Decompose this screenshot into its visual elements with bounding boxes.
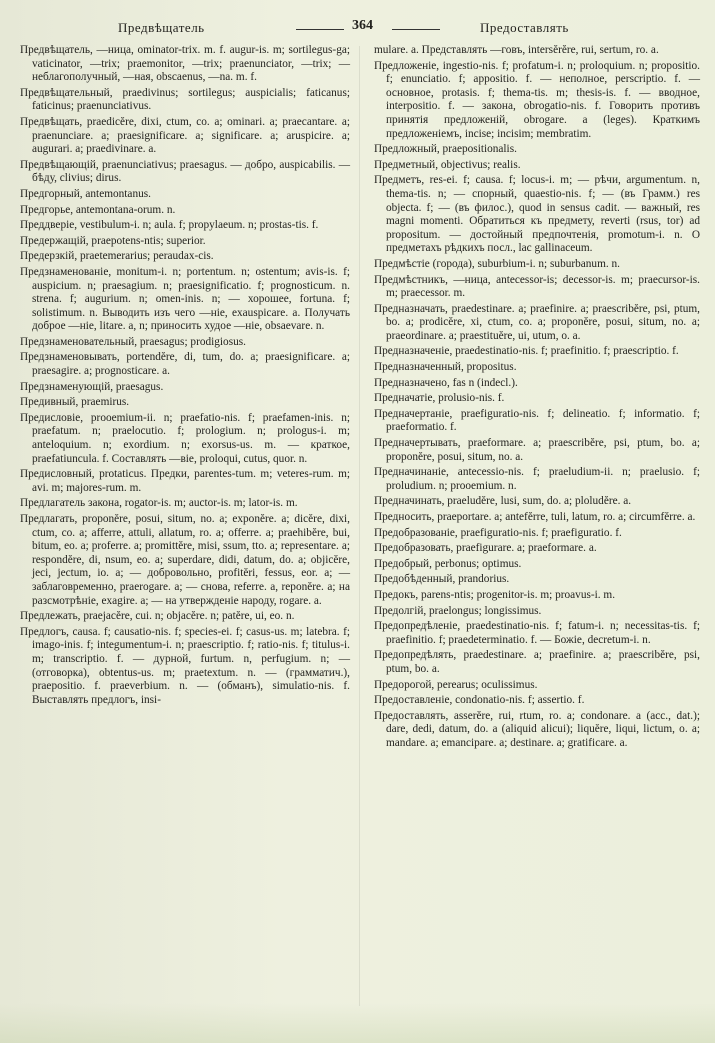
running-head-right: Предоставлять [480, 20, 569, 35]
dictionary-entry: Преддверіе, vestibulum-i. n; aula. f; propylaeum. n; prostas-tis. f. [20, 219, 319, 232]
page-number: 364 [352, 18, 373, 33]
dictionary-entry: Предокъ, parens-ntis; progenitor-is. m; proavus-i. m. [374, 588, 616, 601]
dictionary-entry: Предложный, praepositionalis. [374, 143, 517, 156]
dictionary-entry: Предобразованіе, praefiguratio-nis. f; praefiguratio. f. [374, 526, 622, 539]
dictionary-entry: Предмѣстіе (города), suburbium-i. n; suburbanum. n. [374, 257, 620, 270]
dictionary-entry: Предначертаніе, praefiguratio-nis. f; delineatio. f; informatio. f; praeformatio. f. [374, 407, 700, 434]
dictionary-entry: Предназначать, praedestinare. a; praefinire. a; praescribĕre, psi, ptum, bo. a; prodicĕre, xi, ctum, co. a; proponĕre, posui, situm, no. a; praeordinare. a; praestituĕre, ui, utum, o. a. [374, 302, 700, 342]
dictionary-entry: Предначинаніе, antecessio-nis. f; praeludium-ii. n; praelusio. f; proludium. n; prooemium. n. [374, 466, 700, 492]
dictionary-entry: Предолгій, praelongus; longissimus. [374, 604, 542, 617]
dictionary-entry: Предисловный, protaticus. Предки, parentes-tum. m; veteres-rum. m; avi. m; majores-rum. m. [20, 468, 350, 494]
dictionary-entry: Предлогъ, causa. f; causatio-nis. f; species-ei. f; casus-us. m; latebra. f; imago-inis. f; integumentum-i. n; praescriptio. f; ratio-nis. f; titulus-i. m; transcriptio. f. — дурной, furtum. n, perfugium. n; — (отговорка), obtentus-us. m; praetextum. n. — (грамматич.), praepositio. f. praeverbium. n. — (обманъ), simulatio-nis. f. Выставлять предлогъ, insi- [20, 625, 350, 706]
dictionary-entry: Предназначеніе, praedestinatio-nis. f; praefinitio. f; praescriptio. f. [374, 345, 679, 358]
dictionary-entry: Предзнаменовывать, portendĕre, di, tum, do. a; praesignificare. a; praesagire. a; prognosticare. a. [20, 351, 350, 378]
dictionary-entry: Предзнаменованіе, monitum-i. n; portentum. n; ostentum; avis-is. f; auspicium. n; praesagium. n; praesignificatio. f; prognosticum. n. strena. f; augurium. n; omen-inis. n; — хорошее, fortuna. f; solistimum. n. Выводить изъ чего —ніе, exauspicare. a. Получать доброе —ніе, litare. a, n; приносить худое —ніе, obsaevare. n. [20, 265, 350, 333]
page-header [0, 18, 715, 42]
dictionary-entry: mulare. a. Представлять —говъ, intersĕrĕre, rui, sertum, ro. a. [374, 44, 659, 56]
dictionary-entry: Предисловіе, prooemium-ii. n; praefatio-nis. f; praefamen-inis. n; praefatum. n; praelocutio. f; prologium. n; prologus-i. m; anteloquium. n; exordium. n; exorsus-us. m. — краткое, praefatiuncula. f. Составлять —віе, proloqui, cutus, quor. n. [20, 411, 350, 465]
header-rule-right [392, 29, 440, 30]
dictionary-entry: Предназначенный, propositus. [374, 361, 517, 374]
dictionary-entry: Предзнаменовательный, praesagus; prodigiosus. [20, 335, 246, 348]
dictionary-entry: Предназначено, fas n (indecl.). [374, 376, 518, 389]
dictionary-entry: Предначертывать, praeformare. a; praescribĕre, psi, ptum, bo. a; proponĕre, posui, situm, no. a. [374, 437, 700, 463]
right-column [374, 44, 700, 753]
header-rule-left [296, 29, 344, 30]
dictionary-entry: Предвѣщатель, —ница, ominator-trix. m. f. augur-is. m; sortilegus-ga; vaticinator, —trix; praemonitor, —trix; praenunciator, —trix; — неблагополучный, —ная, obscaenus, —na. m. f. [20, 44, 350, 84]
dictionary-entry: Предобѣденный, prandorius. [374, 573, 510, 586]
dictionary-entry: Предорогой, perearus; oculissimus. [374, 678, 538, 691]
dictionary-entry: Предмѣстникъ, —ница, antecessor-is; decessor-is. m; praecursor-is. m; praecessor. m. [374, 273, 700, 300]
dictionary-entry: Предметный, objectivus; realis. [374, 158, 521, 171]
column-gutter [359, 46, 360, 1006]
dictionary-entry: Предначатіе, prolusio-nis. f. [374, 392, 505, 405]
dictionary-entry: Предлагать, proponĕre, posui, situm, no. a; exponĕre. a; dicĕre, dixi, ctum, co. a; afferre, attuli, allatum, ro. a; offerre. a; praehibĕre, bui, bitum, eo. a; proferre. a; promittĕre, misi, ssum, tto. a; representare. a; respondĕre, di, nsum, eo. a; superdare, didi, datum, do. a; objicĕre, jeci, jectum, io. a; — добровольно, profitĕri, fessus, eor. a; — заблаговременно, praerogare. a; — снова, referre. a, reponĕre. a; на разсмотрѣніе, exagire. a; — на утвержденіе народу, rogare. a. [20, 513, 350, 607]
dictionary-entry: Предобрый, perbonus; optimus. [374, 557, 522, 570]
dictionary-entry: Предгорный, antemontanus. [20, 187, 151, 200]
left-column [20, 44, 350, 709]
dictionary-entry: Предопредѣлять, praedestinare. a; praefinire. a; praescribĕre, psi, ptum, bo. a. [374, 649, 700, 675]
dictionary-entry: Предвѣщающій, praenunciativus; praesagus. — добро, auspicabilis. — бѣду, clivius; dirus. [20, 158, 350, 185]
dictionary-entry: Предвѣщать, praedicĕre, dixi, ctum, co. a; ominari. a; praecantare. a; praenunciare. a; praesignificare. a; significare. a; aruspicire. a; augurari. a; praedivinare. a. [20, 115, 350, 156]
dictionary-entry: Предгорье, antemontana-orum. n. [20, 203, 176, 216]
dictionary-entry: Предзнаменующій, praesagus. [20, 380, 164, 393]
dictionary-entry: Предлежать, praejacĕre, cui. n; objacĕre. n; patĕre, ui, eo. n. [20, 610, 295, 623]
dictionary-entry: Предметъ, res-ei. f; causa. f; locus-i. m; — рѣчи, argumentum. n, thema-tis. n; — спорный, quaestio-nis. f; — (въ Грамм.) res objecta. f; — (въ филос.), quod in sensus cadit. — важный, res magni momenti. Обратиться къ предмету, reverti (rsus, tor) ad propositum. — достойный предпочтенія, promotum-i. n. О предметахъ рѣдкихъ посл., lac gallinaceum. [374, 174, 700, 255]
dictionary-entry: Предложеніе, ingestio-nis. f; profatum-i. n; proloquium. n; propositio. f; enunciatio. f; appositio. f. — неполное, perscriptio. f. — основное, protasis. f; thema-tis. m; thesis-is. f. — вводное, interpositio. f. — закона, obrogatio-nis. f. Говорить противъ принятія предложеній, obrogare. a (leges). Краткимъ предложеніемъ, incise; incisim; membratim. [374, 59, 700, 140]
running-head-left: Предвѣщатель [118, 20, 205, 35]
dictionary-entry: Предоставленіе, condonatio-nis. f; assertio. f. [374, 694, 585, 707]
dictionary-entry: Предначинать, praeludĕre, lusi, sum, do. a; ploludĕre. a. [374, 495, 632, 508]
dictionary-entry: Предвѣщательный, praedivinus; sortilegus; auspicialis; faticanus; faticinus; praenunciativus. [20, 86, 350, 113]
page-bottom-edge [0, 1003, 715, 1043]
dictionary-entry: Предоставлять, asserĕre, rui, rtum, ro. a; condonare. a (acc., dat.); dare, dedi, datum, do. a (aliquid alicui); liquĕre, liqui, lictum, o. a; mandare. a; emancipare. a; destinare. a; gratificare. a. [374, 709, 700, 749]
dictionary-entry: Предлагатель закона, rogator-is. m; auctor-is. m; lator-is. m. [20, 497, 298, 510]
dictionary-entry: Предерзкій, praetemerarius; peraudax-cis. [20, 250, 214, 263]
dictionary-entry: Предивный, praemirus. [20, 396, 130, 409]
dictionary-entry: Предносить, praeportare. a; antefĕrre, tuli, latum, ro. a; circumfĕrre. a. [374, 511, 696, 523]
dictionary-entry: Предопредѣленіе, praedestinatio-nis. f; fatum-i. n; necessitas-tis. f; praefinitio. f; praedeterminatio. f. — Божіе, decretum-i. n. [374, 620, 700, 646]
dictionary-entry: Предобразовать, praefigurare. a; praeformare. a. [374, 542, 597, 555]
dictionary-entry: Предержащій, praepotens-ntis; superior. [20, 234, 206, 247]
